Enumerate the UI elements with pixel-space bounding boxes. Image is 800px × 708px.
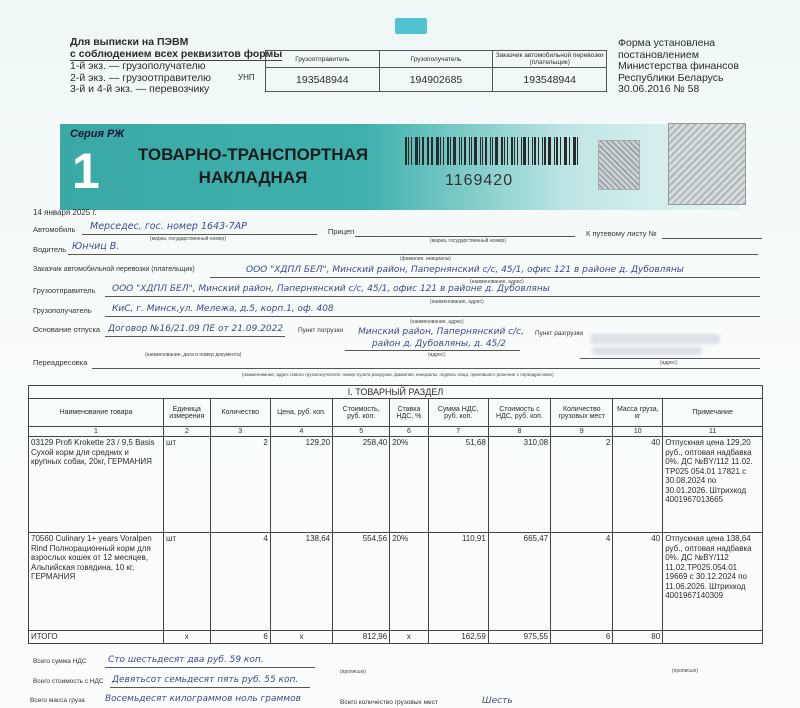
row-vat-sum: 110,91 xyxy=(428,533,488,631)
barcode-bar xyxy=(408,137,409,165)
top-color-mark xyxy=(395,18,427,34)
unp-consignee-header: Грузополучатель xyxy=(380,51,493,68)
form-info-line: Республики Беларусь xyxy=(618,71,724,84)
barcode-bar xyxy=(482,137,483,165)
total-qty: 6 xyxy=(210,631,270,644)
loading-value-2: район д. Дубовляны, д. 45/2 xyxy=(372,339,507,349)
barcode-bar xyxy=(471,137,473,165)
total-row xyxy=(29,631,763,644)
customer-line xyxy=(210,277,760,278)
print-instructions xyxy=(70,37,282,96)
readdress-label: Переадресовка xyxy=(33,358,88,367)
col-number: 2 xyxy=(163,427,210,437)
barcode-bar xyxy=(415,137,418,165)
barcode-bar xyxy=(548,137,551,165)
barcode-bar xyxy=(495,137,498,165)
col-header-name: Наименование товара xyxy=(29,399,164,427)
table-row xyxy=(29,533,763,631)
total-unit: x xyxy=(163,631,210,644)
row-cost: 258,40 xyxy=(333,437,390,533)
barcode-bar xyxy=(507,137,508,165)
barcode-bar xyxy=(427,137,428,165)
barcode-bar xyxy=(501,137,503,165)
col-header-qty: Количество xyxy=(210,399,270,427)
form-legal-info xyxy=(618,38,788,96)
col-number: 7 xyxy=(428,427,488,437)
vehicle-line xyxy=(82,234,317,235)
goods-table xyxy=(28,385,763,644)
instructions-copy34: 3-й и 4-й экз. — перевозчику xyxy=(70,83,210,95)
barcode-bar xyxy=(523,137,526,165)
row-unit: шт xyxy=(163,437,210,533)
col-number: 5 xyxy=(333,427,390,437)
col-header-vat-rate: Ставка НДС, % xyxy=(390,399,428,427)
row-price: 129,20 xyxy=(270,437,332,533)
row-product-name: 70560 Culinary 1+ years Voralpen Rind Полнорационный корм для взрослых кошек от 12 месяцев, Альпийская говядина, 10 кг, ГЕРМАНИЯ xyxy=(29,533,164,631)
total-price: x xyxy=(270,631,332,644)
vehicle-value: Мерседес, гос. номер 1643-7АР xyxy=(90,221,247,232)
barcode-bar xyxy=(565,137,567,165)
hologram xyxy=(598,140,640,190)
row-note: Отпускная цена 138,64 руб., оптовая надбавка 0%. ДС №BY/112 11.02.ТР025.054.01 19669 с 30.12.2024 по 11.06.2026. Штрихкод 4001967140309 xyxy=(663,533,763,631)
copy-number: 1 xyxy=(72,143,100,199)
total-mass-label: Всего масса груза xyxy=(30,697,85,704)
barcode-bar xyxy=(485,137,487,165)
total-sum-words: Девятьсот семьдесят пять руб. 55 коп. xyxy=(112,675,299,685)
barcode-bar xyxy=(534,137,536,165)
barcode-bar xyxy=(564,137,565,165)
basis-value: Договор №16/21.09 ПЕ от 21.09.2022 xyxy=(108,324,284,334)
barcode-bar xyxy=(436,137,439,165)
col-number: 4 xyxy=(270,427,332,437)
barcode-bar xyxy=(511,137,513,165)
unp-shipper-header: Грузоотправитель xyxy=(266,51,379,68)
barcode-bar xyxy=(569,137,570,165)
trailer-label: Прицеп xyxy=(328,227,355,236)
row-qty: 2 xyxy=(210,437,270,533)
column-number-row xyxy=(29,427,763,437)
shipper-value: ООО "ХДПЛ БЕЛ", Минский район, Папернянский с/с, 45/1, офис 121 в районе д. Дубовляны xyxy=(112,284,550,294)
loading-sub: (адрес) xyxy=(428,352,446,358)
barcode-bar xyxy=(428,137,429,165)
barcode-bar xyxy=(422,137,424,165)
unloading-value-redacted xyxy=(590,334,720,344)
driver-sub: (фамилия, инициалы) xyxy=(400,256,451,262)
basis-label: Основание отпуска xyxy=(33,325,101,334)
barcode-bar xyxy=(538,137,539,165)
form-info-line: 30.06.2016 № 58 xyxy=(618,83,700,95)
unp-customer-cell xyxy=(493,51,606,91)
barcode-bar xyxy=(450,137,451,165)
row-unit: шт xyxy=(163,533,210,631)
loading-label: Пункт погрузки xyxy=(298,327,343,334)
total-vat-sum: 162,59 xyxy=(428,631,488,644)
unp-consignee-cell xyxy=(380,51,494,91)
customer-value: ООО "ХДПЛ БЕЛ", Минский район, Папернянский с/с, 45/1, офис 121 в районе д. Дубовляны xyxy=(246,265,684,275)
barcode-bar xyxy=(532,137,533,165)
col-number: 1 xyxy=(29,427,164,437)
col-number: 9 xyxy=(551,427,613,437)
barcode-bar xyxy=(528,137,529,165)
total-vat-rate: x xyxy=(390,631,428,644)
barcode-bar xyxy=(440,137,441,165)
total-sum-line xyxy=(110,687,310,688)
consignee-sub: (наименование, адрес) xyxy=(410,319,464,325)
total-label: ИТОГО xyxy=(29,631,164,644)
col-header-price: Цена, руб. коп. xyxy=(270,399,332,427)
unp-consignee-value: 194902685 xyxy=(409,73,463,86)
unp-shipper-value: 193548944 xyxy=(296,73,349,86)
series-label: Серия РЖ xyxy=(70,128,125,140)
security-stamp xyxy=(668,123,746,205)
total-note xyxy=(663,631,763,644)
row-cost-vat: 310,08 xyxy=(488,437,550,533)
trailer-sub: (марка, государственный номер) xyxy=(430,238,507,244)
barcode-bar xyxy=(443,137,444,165)
total-cost-vat: 975,55 xyxy=(488,631,550,644)
row-mass: 40 xyxy=(613,533,663,631)
col-number: 11 xyxy=(663,427,763,437)
form-info-line: постановлением xyxy=(618,48,699,61)
unloading-sub: (адрес) xyxy=(660,360,678,366)
row-mass: 40 xyxy=(613,437,663,533)
barcode-bar xyxy=(556,137,558,165)
row-qty: 4 xyxy=(210,533,270,631)
barcode-bar xyxy=(492,137,493,165)
col-header-places: Количество грузовых мест xyxy=(551,399,613,427)
row-cost: 554,56 xyxy=(333,533,390,631)
total-vat-words: Сто шестьдесят два руб. 59 коп. xyxy=(108,655,264,665)
total-places-label: Всего количество грузовых мест xyxy=(340,699,438,706)
goods-section-row xyxy=(29,386,763,399)
unloading-line xyxy=(580,358,760,359)
waybill-label: К путевому листу № xyxy=(586,229,657,238)
barcode-bar xyxy=(542,137,543,165)
barcode xyxy=(405,137,580,165)
instructions-title: Для выписки на ПЭВМ xyxy=(70,36,189,48)
driver-value: Юнчиц В. xyxy=(72,241,120,252)
barcode-bar xyxy=(490,137,491,165)
instructions-copy1: 1-й экз. — грузополучателю xyxy=(70,60,206,72)
customer-label: Заказчик автомобильной перевозки (плательщик) xyxy=(33,266,195,273)
total-places-words: Шесть xyxy=(482,696,513,706)
form-info-line: Форма установлена xyxy=(618,37,716,49)
driver-line xyxy=(68,254,758,255)
form-title-line2: НАКЛАДНАЯ xyxy=(198,168,308,187)
col-number: 6 xyxy=(390,427,428,437)
loading-value-1: Минский район, Папернянский с/с, xyxy=(358,327,524,337)
instructions-copy2: 2-й экз. — грузоотправителю xyxy=(70,71,212,84)
total-vat-sub: (прописью) xyxy=(672,668,698,674)
total-sum-label: Всего стоимость с НДС xyxy=(33,678,104,685)
basis-line xyxy=(105,336,285,337)
customer-sub: (наименование, адрес) xyxy=(470,279,524,285)
total-sum-sub: (прописью) xyxy=(340,669,366,675)
trailer-line xyxy=(355,236,575,237)
row-vat-rate: 20% xyxy=(390,533,428,631)
col-header-unit: Единица измерения xyxy=(163,399,210,427)
form-title xyxy=(122,143,384,189)
col-header-vat-sum: Сумма НДС, руб. коп. xyxy=(428,399,488,427)
unp-customer-value: 193548944 xyxy=(523,73,576,86)
form-title-line1: ТОВАРНО-ТРАНСПОРТНАЯ xyxy=(137,145,369,164)
instructions-subtitle: с соблюдением всех реквизитов формы xyxy=(70,47,283,60)
barcode-bar xyxy=(453,137,456,165)
row-places: 2 xyxy=(551,437,613,533)
col-header-cost-vat: Стоимость с НДС, руб. коп. xyxy=(488,399,550,427)
shipper-line xyxy=(105,296,760,297)
unloading-value-redacted xyxy=(592,347,702,355)
shipper-label: Грузоотправитель xyxy=(33,286,96,295)
row-places: 4 xyxy=(551,533,613,631)
unloading-label: Пункт разгрузки xyxy=(535,330,583,337)
barcode-bar xyxy=(554,137,555,165)
row-vat-rate: 20% xyxy=(390,437,428,533)
col-header-note: Примечание xyxy=(663,399,763,427)
barcode-bar xyxy=(419,137,420,165)
barcode-bar xyxy=(573,137,576,165)
unp-label: УНП xyxy=(238,73,255,82)
barcode-bar xyxy=(469,137,470,165)
driver-label: Водитель xyxy=(33,245,67,254)
total-mass-words: Восемьдесят килограммов ноль граммов xyxy=(105,694,301,704)
barcode-bar xyxy=(521,137,522,165)
barcode-bar xyxy=(514,137,515,165)
shipper-sub: (наименование, адрес) xyxy=(430,299,484,305)
barcode-bar xyxy=(480,137,481,165)
waybill-line xyxy=(662,238,762,239)
vehicle-label: Автомобиль xyxy=(33,225,76,234)
document-number: 1169420 xyxy=(445,172,514,189)
barcode-bar xyxy=(461,137,462,165)
vehicle-sub: (марка, государственный номер) xyxy=(150,236,227,242)
row-vat-sum: 51,68 xyxy=(428,437,488,533)
issue-date: 14 января 2025 г. xyxy=(33,208,97,217)
row-price: 138,64 xyxy=(270,533,332,631)
barcode-bar xyxy=(517,137,519,165)
consignee-label: Грузополучатель xyxy=(33,306,92,315)
barcode-bar xyxy=(560,137,561,165)
column-header-row xyxy=(29,399,763,427)
readdress-sub: (наименование, адрес нового грузополучателя, номер пункта разгрузки, фамилия, инициалы, подпись лица, принявшего решение о переадресовке) xyxy=(242,372,554,377)
barcode-bar xyxy=(474,137,477,165)
col-number: 10 xyxy=(613,427,663,437)
row-product-name: 03129 Profi Krokette 23 / 9,5 Basis Сухой корм для средних и крупных собак, 20кг, ГЕРМАНИЯ xyxy=(29,437,164,533)
row-cost-vat: 665,47 xyxy=(488,533,550,631)
barcode-bar xyxy=(411,137,412,165)
col-number: 3 xyxy=(210,427,270,437)
barcode-bar xyxy=(405,137,407,165)
goods-section-title: I. ТОВАРНЫЙ РАЗДЕЛ xyxy=(29,386,763,399)
barcode-bar xyxy=(577,137,578,165)
col-header-cost: Стоимость, руб. коп. xyxy=(333,399,390,427)
consignee-line xyxy=(105,316,760,317)
barcode-bar xyxy=(431,137,433,165)
barcode-bar xyxy=(464,137,466,165)
unp-codes-table xyxy=(265,50,607,92)
barcode-bar xyxy=(447,137,449,165)
unp-shipper-cell xyxy=(266,51,380,91)
total-places: 6 xyxy=(551,631,613,644)
loading-line xyxy=(345,350,520,351)
total-cost: 812,96 xyxy=(333,631,390,644)
table-row xyxy=(29,437,763,533)
col-number: 8 xyxy=(488,427,550,437)
barcode-bar xyxy=(459,137,460,165)
barcode-bar xyxy=(504,137,505,165)
total-vat-label: Всего сумма НДС xyxy=(33,658,87,665)
col-header-mass: Масса груза, кг xyxy=(613,399,663,427)
basis-sub: (наименование, дата и номер документа) xyxy=(145,352,242,358)
row-note: Отпускная цена 129,20 руб., оптовая надбавка 0%. ДС №BY/112 11.02. ТР025 054.01 17821 с 30.08.2024 по 30.01.2026. Штрихкод 4001967013665 xyxy=(663,437,763,533)
readdress-line xyxy=(92,368,760,369)
total-vat-line xyxy=(105,667,315,668)
total-mass: 80 xyxy=(613,631,663,644)
form-info-line: Министерства финансов xyxy=(618,60,739,72)
barcode-bar xyxy=(544,137,546,165)
consignee-value: КиС, г. Минск,ул. Мележа, д.5, корп.1, оф. 408 xyxy=(112,304,334,314)
unp-customer-header: Заказчик автомобильной перевозки (плательщик) xyxy=(493,51,606,68)
